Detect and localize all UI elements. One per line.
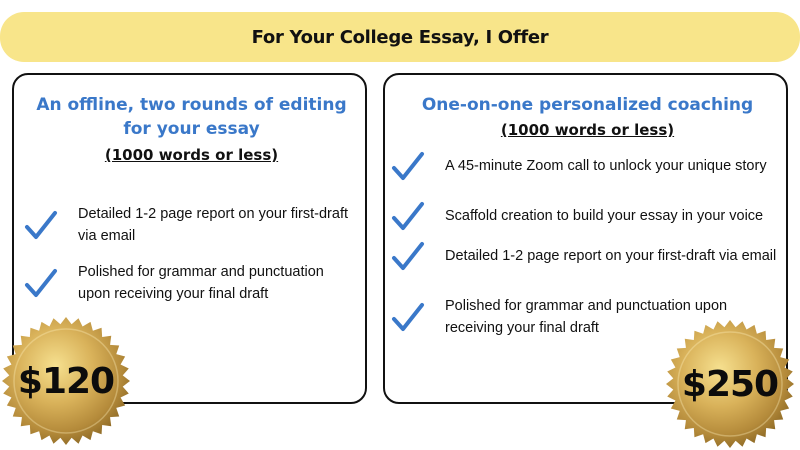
price-badge-editing (0, 315, 132, 447)
price-label: $120 (17, 360, 115, 402)
feature-text: Polished for grammar and punctuation upon receiving your final draft (78, 264, 324, 302)
package-title: One-on-one personalized coaching (421, 95, 754, 115)
checkmark-icon (24, 266, 58, 300)
price-label: $250 (681, 363, 779, 405)
feature-text: Polished for grammar and punctuation upon receiving your final draft (445, 298, 728, 336)
feature-item (391, 199, 786, 233)
package-word-limit: (1000 words or less) (500, 121, 675, 139)
feature-text: A 45-minute Zoom call to unlock your unique story (445, 158, 767, 174)
checkmark-icon (391, 300, 425, 334)
feature-item (391, 239, 786, 273)
feature-item (391, 149, 786, 183)
package-title: An offline, two rounds of editing for your essay (36, 95, 347, 139)
checkmark-icon (391, 239, 425, 273)
feature-text: Detailed 1-2 page report on your first-draft via email (445, 248, 777, 264)
package-word-limit: (1000 words or less) (104, 146, 279, 164)
header-banner (0, 12, 800, 62)
page-title: For Your College Essay, I Offer (251, 26, 549, 48)
checkmark-icon (391, 199, 425, 233)
feature-item (24, 203, 359, 247)
checkmark-icon (24, 208, 58, 242)
price-badge-coaching (664, 318, 796, 450)
feature-item (24, 261, 359, 305)
feature-text: Scaffold creation to build your essay in your voice (445, 208, 764, 224)
feature-text: Detailed 1-2 page report on your first-draft via email (78, 206, 348, 244)
checkmark-icon (391, 149, 425, 183)
